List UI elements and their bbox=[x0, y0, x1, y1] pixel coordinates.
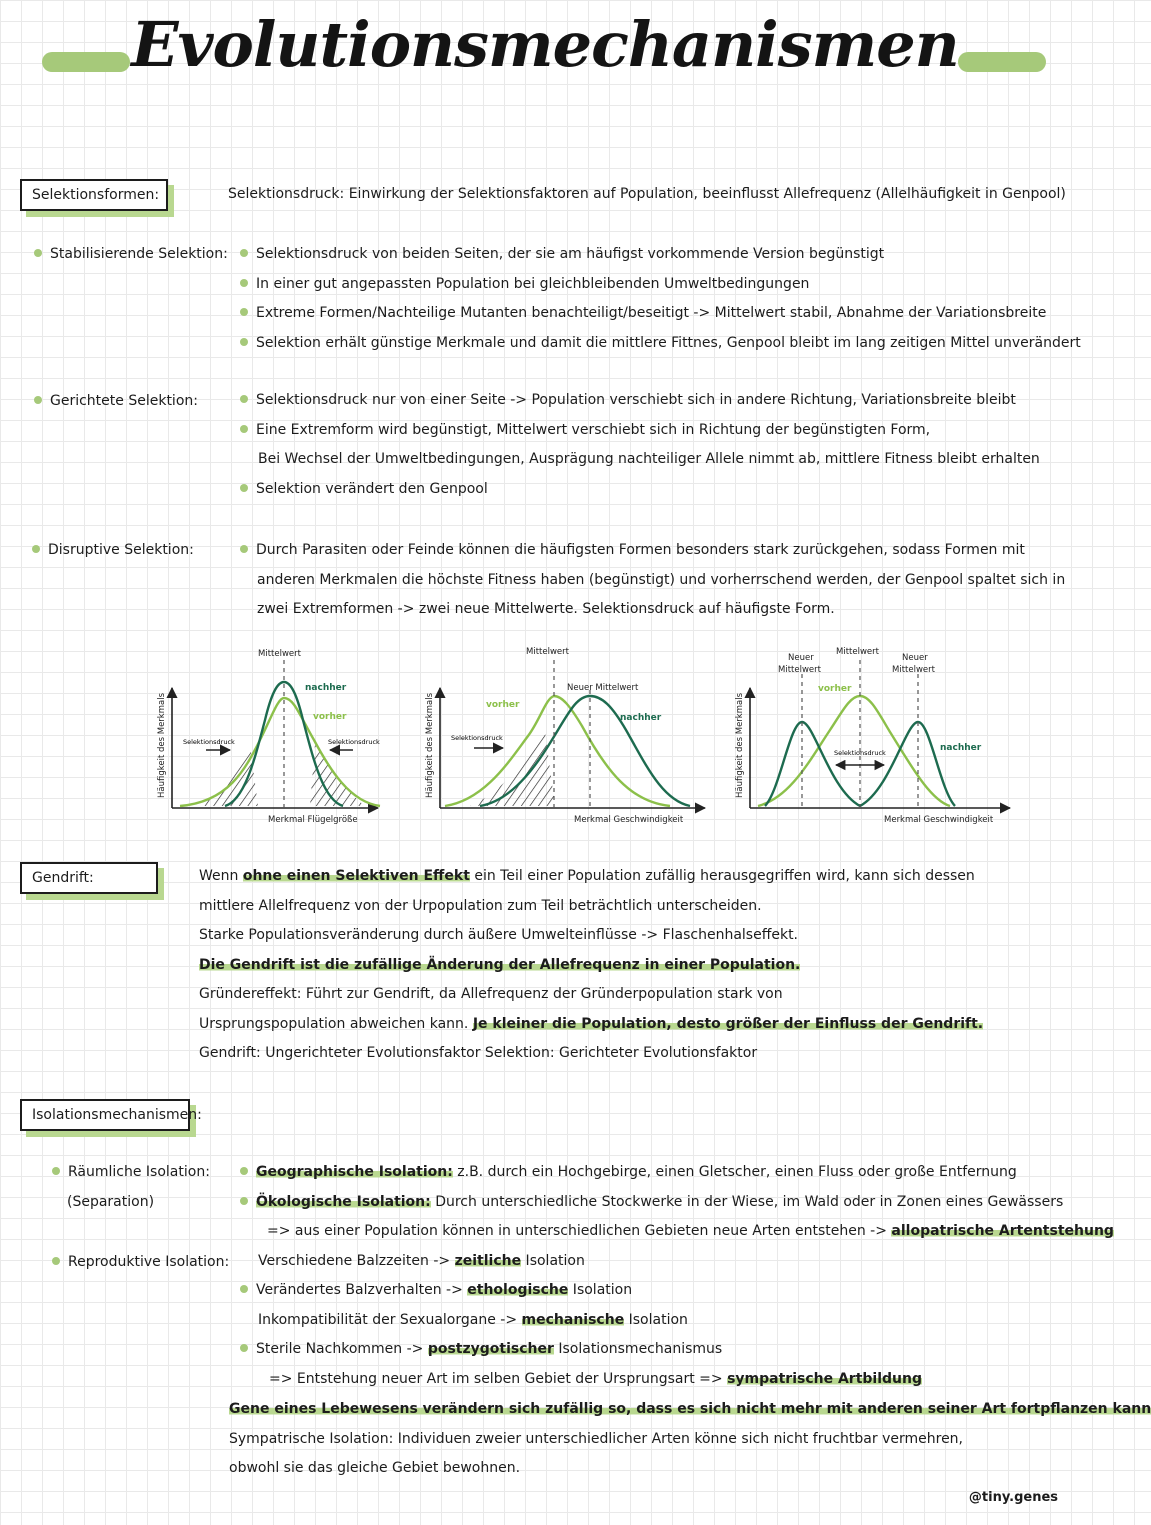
list-item: Durch Parasiten oder Feinde können die häufigsten Formen besonders stark zurückgehen, sodass Formen mit bbox=[240, 536, 1065, 566]
druck-label: Selektionsdruck bbox=[451, 734, 503, 742]
list-item: => aus einer Population können in unterschiedlichen Gebieten neue Arten entstehen -> allopatrische Artentstehung bbox=[267, 1223, 1114, 1239]
gendrift-line-7: Gendrift: Ungerichteter Evolutionsfaktor Selektion: Gerichteter Evolutionsfaktor bbox=[199, 1045, 758, 1061]
stabilisierend-list bbox=[240, 240, 1081, 358]
mittelwert-label: Mittelwert bbox=[258, 649, 301, 659]
druck-label: Selektionsdruck bbox=[834, 749, 886, 757]
druck-right-label: Selektionsdruck bbox=[328, 738, 380, 746]
gendrift-heading: Gendrift: bbox=[20, 862, 158, 894]
mittelwert-a-label: Mittelwert bbox=[778, 665, 821, 675]
list-item: Extreme Formen/Nachteilige Mutanten benachteiligt/beseitigt -> Mittelwert stabil, Abnahme der Variationsbreite bbox=[240, 299, 1081, 329]
reproduktiv-label: Reproduktive Isolation: bbox=[52, 1254, 229, 1270]
gendrift-line-3: Starke Populationsveränderung durch äußere Umwelteinflüsse -> Flaschenhalseffekt. bbox=[199, 927, 799, 943]
gendrift-line-4: Die Gendrift ist die zufällige Änderung der Allefrequenz in einer Population. bbox=[199, 956, 801, 973]
x-axis-label: Merkmal Geschwindigkeit bbox=[884, 815, 994, 825]
summary-line-1: Gene eines Lebewesens verändern sich zufällig so, dass es sich nicht mehr mit anderen seiner Art fortpflanzen kann bbox=[229, 1401, 1151, 1417]
list-item: Bei Wechsel der Umweltbedingungen, Ausprägung nachteiliger Allele nimmt ab, mittlere Fitness bleibt erhalten bbox=[258, 451, 1040, 467]
curve-vorher bbox=[180, 698, 380, 806]
neuer-a-label: Neuer bbox=[788, 653, 814, 663]
neuer-mittelwert-label: Neuer Mittelwert bbox=[567, 683, 639, 693]
gendrift-text bbox=[199, 862, 983, 1069]
neuer-b-label: Neuer bbox=[902, 653, 928, 663]
nachher-label: nachher bbox=[305, 683, 347, 693]
gendrift-line-5: Gründereffekt: Führt zur Gendrift, da Allefrequenz der Gründerpopulation stark von bbox=[199, 986, 783, 1002]
vorher-label: vorher bbox=[818, 684, 852, 694]
list-item: => Entstehung neuer Art im selben Gebiet der Ursprungsart => sympatrische Artbildung bbox=[269, 1370, 922, 1387]
list-item: anderen Merkmalen die höchste Fitness haben (begünstigt) und vorherrschend werden, der Genpool spaltet sich in bbox=[257, 571, 1066, 588]
title-bar-left bbox=[42, 52, 130, 72]
list-item: zwei Extremformen -> zwei neue Mittelwerte. Selektionsdruck auf häufigste Form. bbox=[257, 601, 835, 617]
selektion-intro: Selektionsdruck: Einwirkung der Selektionsfaktoren auf Population, beeinflusst Allefrequenz (Allelhäufigkeit in Genpool) bbox=[228, 186, 1066, 202]
stabilisierend-label: Stabilisierende Selektion: bbox=[34, 246, 228, 262]
list-item: Selektionsdruck nur von einer Seite -> Population verschiebt sich in andere Richtung, Variationsbreite bleibt bbox=[240, 386, 1040, 416]
vorher-label: vorher bbox=[313, 712, 347, 722]
hatched-area bbox=[470, 732, 555, 806]
gerichtet-label: Gerichtete Selektion: bbox=[34, 393, 198, 409]
druck-left-label: Selektionsdruck bbox=[183, 738, 235, 746]
credit: @tiny.genes bbox=[968, 1490, 1058, 1505]
gendrift-line-2: mittlere Allelfrequenz von der Urpopulation zum Teil beträchtlich unterscheiden. bbox=[199, 897, 762, 914]
list-item: Inkompatibilität der Sexualorgane -> mechanische Isolation bbox=[258, 1311, 688, 1328]
list-item: Sterile Nachkommen -> postzygotischer Isolationsmechanismus bbox=[240, 1335, 1114, 1365]
nachher-label: nachher bbox=[620, 713, 662, 723]
y-axis-label: Häufigkeit des Merkmals bbox=[157, 693, 167, 798]
list-item: Verändertes Balzverhalten -> ethologische Isolation bbox=[240, 1276, 1114, 1306]
title-bar-right bbox=[958, 52, 1046, 72]
vorher-label: vorher bbox=[486, 700, 520, 710]
mittelwert-label: Mittelwert bbox=[836, 647, 879, 657]
gerichtet-list bbox=[240, 386, 1040, 504]
isolation-list bbox=[240, 1158, 1114, 1394]
raeumlich-label: Räumliche Isolation: bbox=[52, 1164, 210, 1180]
list-item: Verschiedene Balzzeiten -> zeitliche Isolation bbox=[258, 1252, 585, 1269]
y-axis-label: Häufigkeit des Merkmals bbox=[735, 693, 745, 798]
isolation-heading: Isolationsmechanismen: bbox=[20, 1099, 190, 1131]
chart-disruptiv bbox=[735, 647, 1010, 825]
summary-line-2: Sympatrische Isolation: Individuen zweier unterschiedlicher Arten könne sich nicht fruchtbar vermehren, bbox=[229, 1430, 964, 1447]
list-item: Selektion verändert den Genpool bbox=[240, 475, 1040, 505]
isolation-summary bbox=[229, 1395, 1151, 1484]
mittelwert-b-label: Mittelwert bbox=[892, 665, 935, 675]
nachher-label: nachher bbox=[940, 743, 982, 753]
disruptiv-label: Disruptive Selektion: bbox=[32, 542, 194, 558]
list-item: Selektion erhält günstige Merkmale und damit die mittlere Fittnes, Genpool bleibt im lang zeitigen Mittel unverändert bbox=[240, 329, 1081, 359]
list-item: Geographische Isolation: z.B. durch ein Hochgebirge, einen Gletscher, einen Fluss oder große Entfernung bbox=[240, 1158, 1114, 1188]
page-title: Evolutionsmechanismen bbox=[131, 8, 959, 81]
summary-line-3: obwohl sie das gleiche Gebiet bewohnen. bbox=[229, 1460, 521, 1476]
mittelwert-label: Mittelwert bbox=[526, 647, 569, 657]
list-item: In einer gut angepassten Population bei gleichbleibenden Umweltbedingungen bbox=[240, 270, 1081, 300]
chart-gerichtet bbox=[425, 647, 705, 825]
raeumlich-sub: (Separation) bbox=[67, 1194, 155, 1210]
selektion-heading: Selektionsformen: bbox=[20, 179, 168, 211]
disruptiv-list bbox=[240, 536, 1065, 625]
x-axis-label: Merkmal Geschwindigkeit bbox=[574, 815, 684, 825]
gendrift-line-6: Ursprungspopulation abweichen kann. Je kleiner die Population, desto größer der Einfluss der Gendrift. bbox=[199, 1015, 984, 1032]
list-item: Ökologische Isolation: Durch unterschiedliche Stockwerke in der Wiese, im Wald oder in Zonen eines Gewässers bbox=[240, 1188, 1114, 1218]
list-item: Eine Extremform wird begünstigt, Mittelwert verschiebt sich in Richtung der begünstigten Form, bbox=[240, 416, 1040, 446]
x-axis-label: Merkmal Flügelgröße bbox=[268, 815, 358, 825]
gendrift-line-1: Wenn ohne einen Selektiven Effekt ein Teil einer Population zufällig herausgegriffen wird, kann sich dessen bbox=[199, 868, 975, 884]
y-axis-label: Häufigkeit des Merkmals bbox=[425, 693, 435, 798]
selection-diagrams bbox=[150, 640, 1030, 835]
chart-stabilisierend bbox=[157, 649, 380, 825]
list-item: Selektionsdruck von beiden Seiten, der sie am häufigst vorkommende Version begünstigt bbox=[240, 240, 1081, 270]
